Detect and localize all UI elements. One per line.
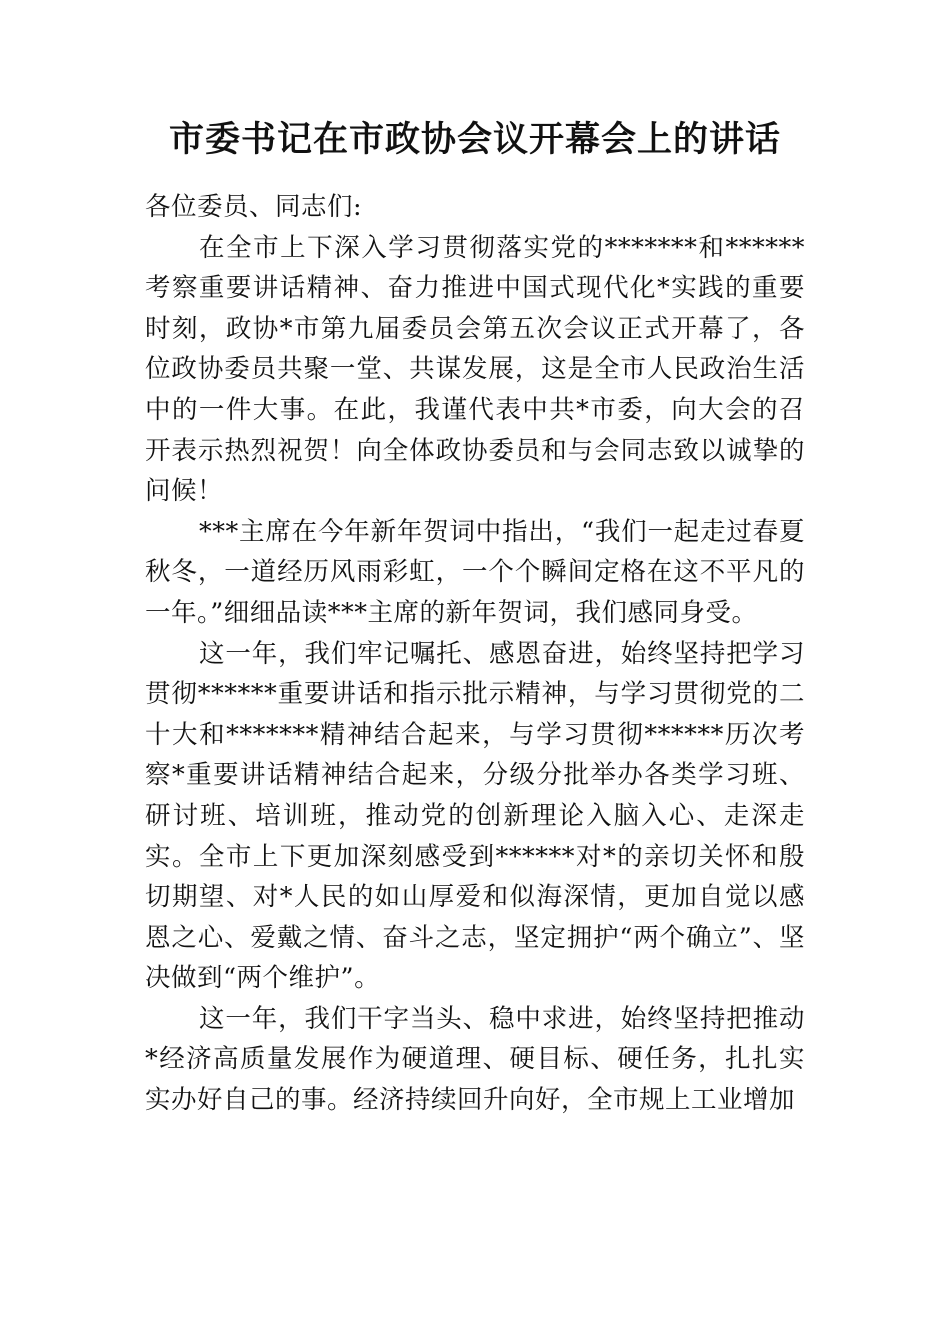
page-title: 市委书记在市政协会议开幕会上的讲话 bbox=[168, 119, 781, 160]
paragraph: 这一年，我们牢记嘱托、感恩奋进，始终坚持把学习贯彻******重要讲话和指示批示精神，与学习贯彻党的二十大和*******精神结合起来，与学习贯彻******历次考察*重要讲话精神结合起来，分级分批举办各类学习班、研讨班、培训班，推动党的创新理论入脑入心、走深走实。全市上下更加深刻感受到******对*的亲切关怀和殷切期望、对*人民的如山厚爱和似海深情，更加自觉以感恩之心、爱戴之情、奋斗之志，坚定拥护“两个确立”、坚决做到“两个维护”。 bbox=[145, 638, 805, 994]
paragraph: 这一年，我们干字当头、稳中求进，始终坚持把推动*经济高质量发展作为硬道理、硬目标、硬任务，扎扎实实办好自己的事。经济持续回升向好，全市规上工业增加 bbox=[145, 1003, 805, 1116]
document-body bbox=[145, 187, 805, 1121]
paragraph: ***主席在今年新年贺词中指出，“我们一起走过春夏秋冬，一道经历风雨彩虹，一个个瞬间定格在这不平凡的一年。”细细品读***主席的新年贺词，我们感同身受。 bbox=[145, 516, 805, 628]
salutation: 各位委员、同志们: bbox=[145, 192, 363, 222]
paragraph: 在全市上下深入学习贯彻落实党的*******和******考察重要讲话精神、奋力推进中国式现代化*实践的重要时刻，政协*市第九届委员会第五次会议正式开幕了，各位政协委员共聚一堂、共谋发展，这是全市人民政治生活中的一件大事。在此，我谨代表中共*市委，向大会的召开表示热烈祝贺！向全体政协委员和与会同志致以诚挚的问候！ bbox=[145, 232, 805, 507]
